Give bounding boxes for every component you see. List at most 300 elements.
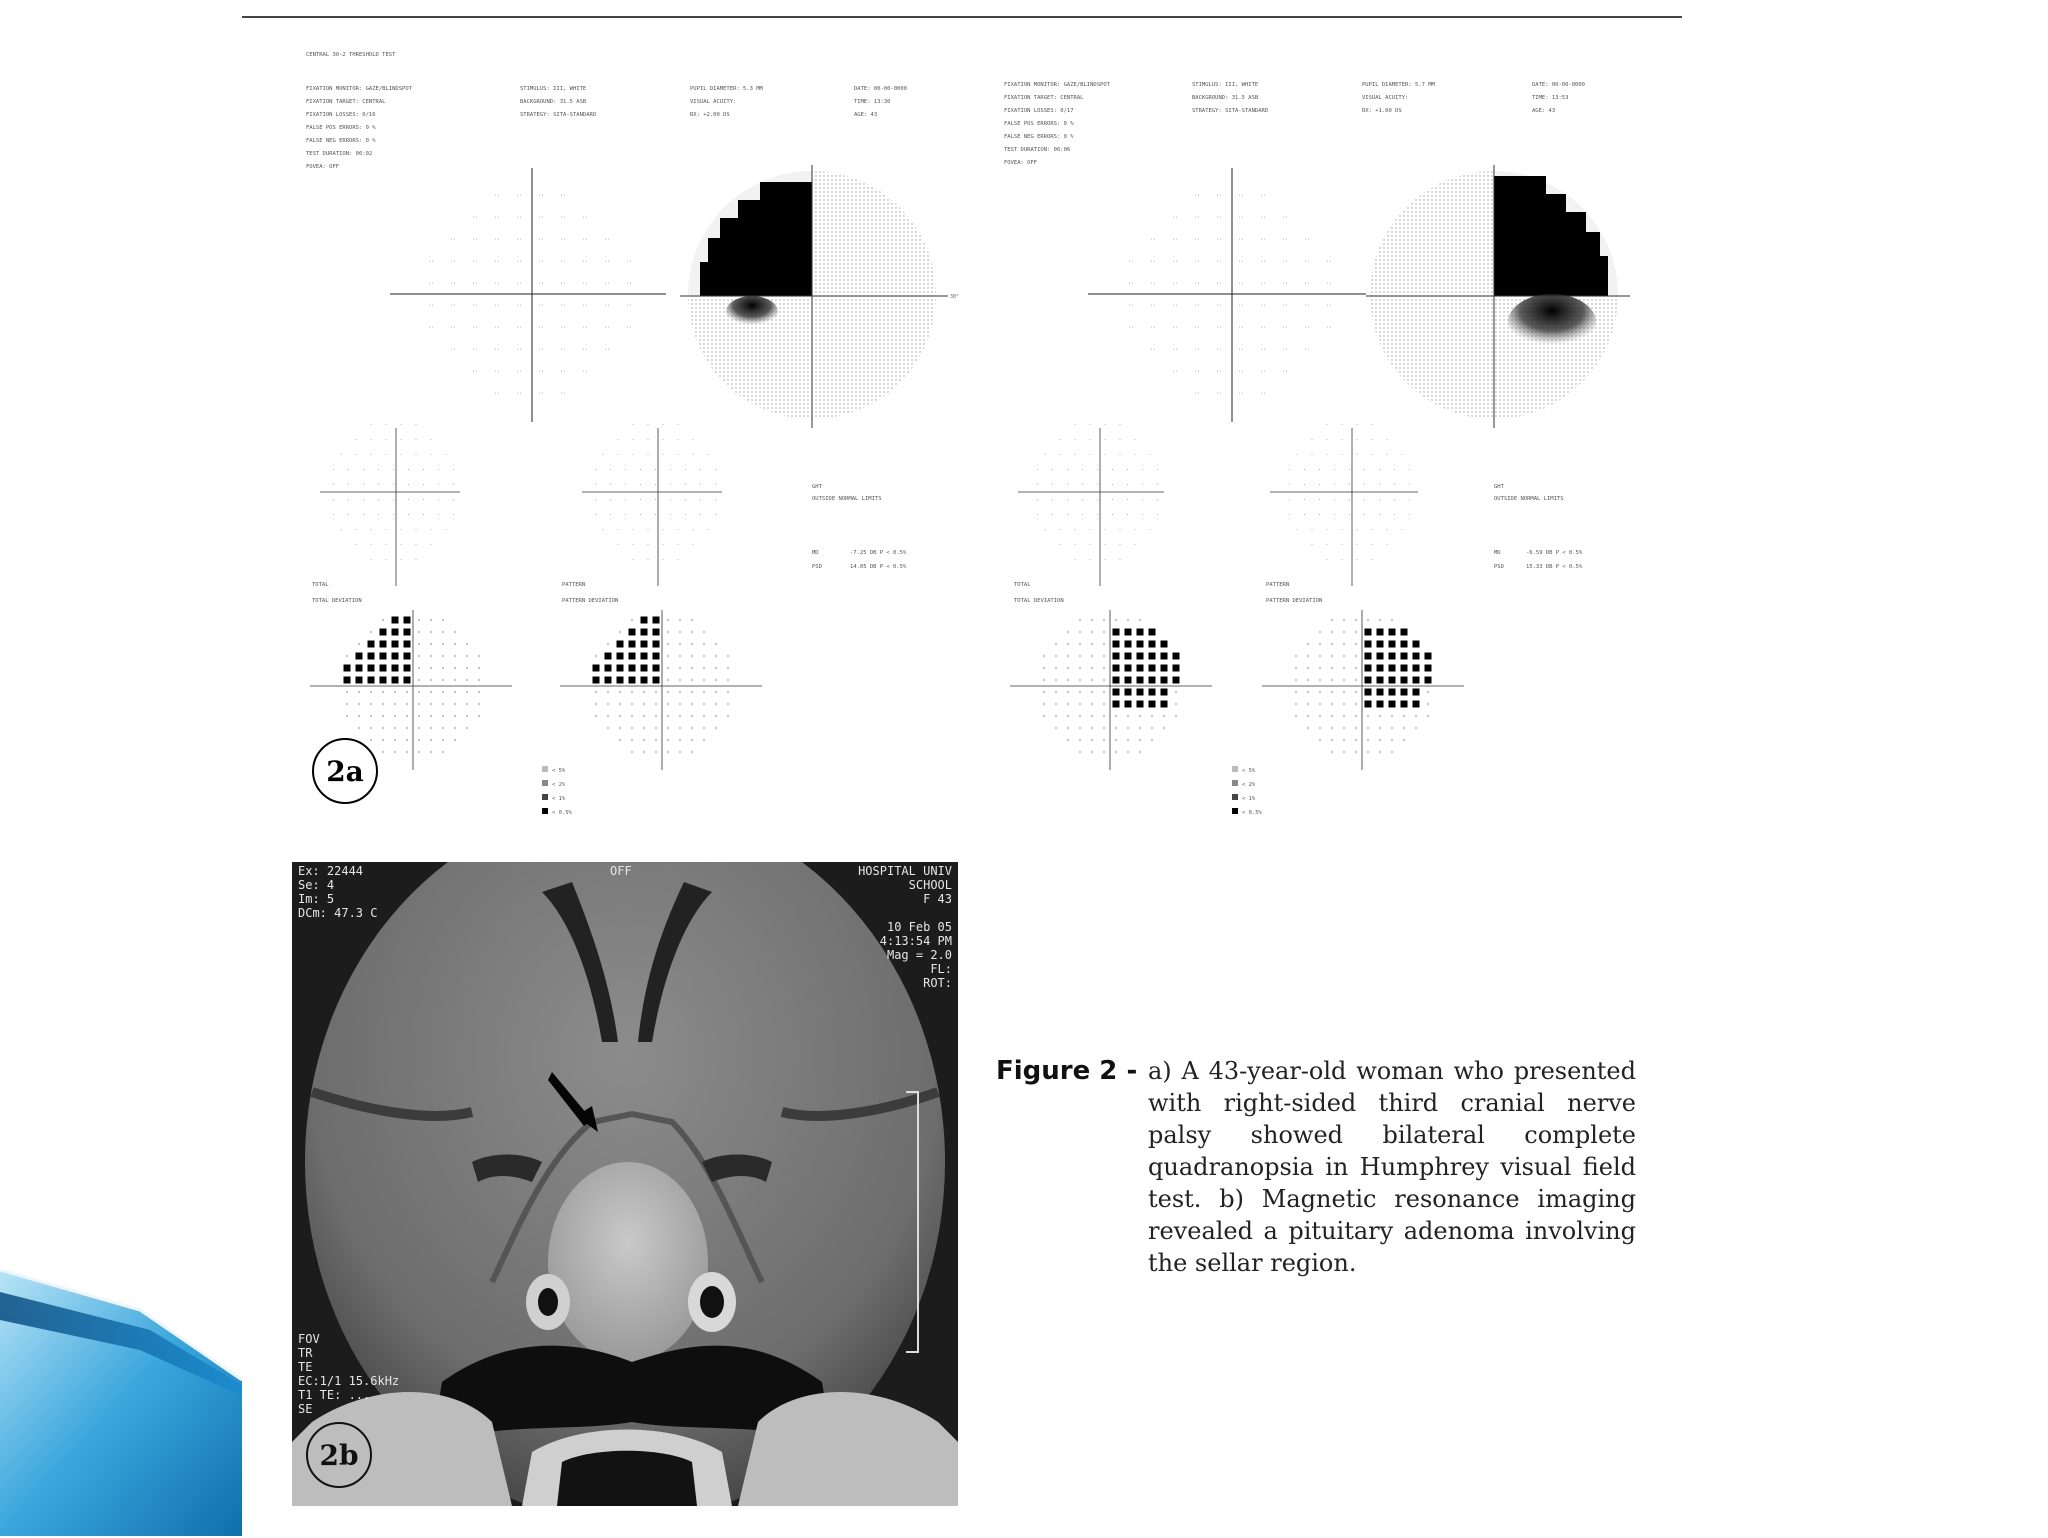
deviation-glyph: · <box>1288 512 1292 519</box>
symbol-dot <box>346 703 348 705</box>
symbol-dot <box>691 643 693 645</box>
field-value-glyph: ·· <box>1282 325 1289 331</box>
field-value-glyph: ·· <box>1172 237 1179 243</box>
symbol-black-square <box>1113 629 1120 636</box>
deviation-glyph: · <box>1348 512 1352 519</box>
deviation-glyph: · <box>1156 467 1160 474</box>
symbol-black-square <box>392 629 399 636</box>
deviation-glyph: · <box>429 542 433 549</box>
deviation-glyph: · <box>414 437 418 444</box>
deviation-glyph: · <box>1088 542 1092 549</box>
deviation-glyph: · <box>1118 437 1122 444</box>
deviation-glyph: · <box>1408 482 1412 489</box>
symbol-dot <box>454 703 456 705</box>
field-value-glyph: ·· <box>472 347 479 353</box>
right-pupil-line: PUPIL DIAMETER: 5.7 MM <box>1362 82 1435 88</box>
symbol-dot <box>631 619 633 621</box>
right-psd-label: PSD <box>1494 564 1504 570</box>
symbol-dot <box>679 655 681 657</box>
symbol-black-square <box>1113 689 1120 696</box>
field-value-glyph: ·· <box>1172 303 1179 309</box>
field-value-glyph: ·· <box>582 259 589 265</box>
deviation-glyph: · <box>347 467 351 474</box>
symbol-dot <box>619 631 621 633</box>
symbol-dot <box>655 715 657 717</box>
figure-caption <box>996 1055 1636 1279</box>
deviation-glyph: · <box>601 527 605 534</box>
field-value-glyph: ·· <box>1194 193 1201 199</box>
symbol-dot <box>595 715 597 717</box>
deviation-glyph: · <box>1333 497 1337 504</box>
symbol-black-square <box>1161 677 1168 684</box>
deviation-glyph: · <box>1043 527 1047 534</box>
symbol-dot <box>1343 619 1345 621</box>
symbol-dot <box>1391 619 1393 621</box>
legend-label: < 5% <box>1242 768 1256 774</box>
symbol-dot <box>1079 727 1081 729</box>
symbol-dot <box>430 619 432 621</box>
deviation-glyph: · <box>1370 437 1374 444</box>
deviation-glyph: · <box>354 452 358 459</box>
symbol-dot <box>715 703 717 705</box>
field-value-glyph: ·· <box>538 369 545 375</box>
field-value-glyph: ·· <box>1304 259 1311 265</box>
deviation-glyph: · <box>1156 497 1160 504</box>
symbol-black-square <box>617 665 624 672</box>
symbol-dot <box>703 727 705 729</box>
symbol-dot <box>418 643 420 645</box>
symbol-black-square <box>380 665 387 672</box>
field-value-glyph: ·· <box>604 303 611 309</box>
symbol-black-square <box>1113 641 1120 648</box>
deviation-glyph: · <box>699 497 703 504</box>
field-value-glyph: ·· <box>604 347 611 353</box>
deviation-glyph: · <box>384 422 388 429</box>
deviation-glyph: · <box>452 497 456 504</box>
symbol-dot <box>1367 619 1369 621</box>
field-value-glyph: ·· <box>604 325 611 331</box>
symbol-dot <box>442 643 444 645</box>
symbol-dot <box>1151 727 1153 729</box>
field-value-glyph: ·· <box>494 347 501 353</box>
symbol-dot <box>1103 643 1105 645</box>
symbol-black-square <box>1377 641 1384 648</box>
field-value-glyph: ·· <box>450 237 457 243</box>
symbol-black-square <box>1161 665 1168 672</box>
deviation-glyph: · <box>1036 467 1040 474</box>
left-pupil-line: RX: +2.00 DS <box>690 112 730 118</box>
deviation-glyph: · <box>392 467 396 474</box>
field-value-glyph: ·· <box>1282 237 1289 243</box>
deviation-glyph: · <box>1400 452 1404 459</box>
symbol-dot <box>1163 715 1165 717</box>
symbol-dot <box>619 715 621 717</box>
deviation-glyph: · <box>1370 452 1374 459</box>
symbol-black-square <box>1161 653 1168 660</box>
symbol-dot <box>382 751 384 753</box>
field-value-glyph: ·· <box>1194 325 1201 331</box>
deviation-glyph: · <box>676 542 680 549</box>
symbol-dot <box>1175 703 1177 705</box>
symbol-dot <box>1103 703 1105 705</box>
field-value-glyph: ·· <box>1194 347 1201 353</box>
symbol-dot <box>1043 667 1045 669</box>
symbol-dot <box>1319 691 1321 693</box>
field-value-glyph: ·· <box>494 391 501 397</box>
field-value-glyph: ·· <box>494 215 501 221</box>
symbol-dot <box>667 643 669 645</box>
symbol-black-square <box>1125 629 1132 636</box>
symbol-dot <box>691 691 693 693</box>
symbol-black-square <box>1413 701 1420 708</box>
field-value-glyph: ·· <box>582 303 589 309</box>
symbol-dot <box>1331 727 1333 729</box>
deviation-glyph: · <box>1318 482 1322 489</box>
deviation-glyph: · <box>1156 482 1160 489</box>
deviation-glyph: · <box>1073 542 1077 549</box>
deviation-glyph: · <box>384 437 388 444</box>
symbol-dot <box>1343 631 1345 633</box>
symbol-black-square <box>1401 677 1408 684</box>
deviation-glyph: · <box>1385 437 1389 444</box>
symbol-dot <box>454 631 456 633</box>
symbol-black-square <box>368 653 375 660</box>
field-value-glyph: ·· <box>516 193 523 199</box>
deviation-glyph: · <box>631 527 635 534</box>
symbol-dot <box>370 715 372 717</box>
field-value-glyph: ·· <box>1260 193 1267 199</box>
field-value-glyph: ·· <box>538 215 545 221</box>
symbol-dot <box>430 679 432 681</box>
symbol-dot <box>382 715 384 717</box>
symbol-dot <box>1319 739 1321 741</box>
deviation-glyph: · <box>1303 482 1307 489</box>
deviation-glyph: · <box>362 512 366 519</box>
left-reliability-line: TEST DURATION: 06:02 <box>306 151 373 157</box>
symbol-dot <box>703 691 705 693</box>
deviation-glyph: · <box>1066 467 1070 474</box>
symbol-black-square <box>1413 689 1420 696</box>
deviation-glyph: · <box>354 437 358 444</box>
legend-label: < 1% <box>1242 796 1256 802</box>
symbol-dot <box>1127 751 1129 753</box>
symbol-dot <box>406 739 408 741</box>
symbol-dot <box>1067 715 1069 717</box>
deviation-glyph: · <box>1333 482 1337 489</box>
left-pupil-line: PUPIL DIAMETER: 5.3 MM <box>690 86 763 92</box>
field-value-glyph: ·· <box>1238 347 1245 353</box>
deviation-glyph: · <box>392 497 396 504</box>
left-total-deviation-label: TOTAL DEVIATION <box>312 598 362 604</box>
deviation-glyph: · <box>347 497 351 504</box>
deviation-glyph: · <box>1111 467 1115 474</box>
deviation-glyph: · <box>609 512 613 519</box>
deviation-glyph: · <box>1066 482 1070 489</box>
deviation-glyph: · <box>601 452 605 459</box>
field-value-glyph: ·· <box>472 281 479 287</box>
symbol-dot <box>466 679 468 681</box>
deviation-glyph: · <box>444 527 448 534</box>
symbol-black-square <box>1413 641 1420 648</box>
field-value-glyph: ·· <box>1216 347 1223 353</box>
right-date-line: TIME: 13:53 <box>1532 95 1569 101</box>
symbol-dot <box>466 691 468 693</box>
left-md-label: MD <box>812 550 819 556</box>
left-date-line: AGE: 43 <box>854 112 878 118</box>
symbol-dot <box>691 715 693 717</box>
symbol-black-square <box>1401 641 1408 648</box>
field-value-glyph: ·· <box>428 325 435 331</box>
right-total-deviation-numbers <box>1018 423 1164 587</box>
symbol-dot <box>691 619 693 621</box>
deviation-glyph: · <box>1303 467 1307 474</box>
deviation-glyph: · <box>594 497 598 504</box>
field-value-glyph: ·· <box>494 281 501 287</box>
symbol-dot <box>442 631 444 633</box>
symbol-black-square <box>392 677 399 684</box>
symbol-dot <box>667 727 669 729</box>
legend-label: < 0.5% <box>1242 810 1262 816</box>
field-value-glyph: ·· <box>1194 237 1201 243</box>
symbol-dot <box>1355 691 1357 693</box>
symbol-dot <box>1391 739 1393 741</box>
symbol-black-square <box>1173 653 1180 660</box>
deviation-glyph: · <box>392 512 396 519</box>
symbol-dot <box>418 739 420 741</box>
symbol-dot <box>1091 667 1093 669</box>
deviation-glyph: · <box>1325 527 1329 534</box>
deviation-glyph: · <box>1096 512 1100 519</box>
field-value-glyph: ·· <box>494 369 501 375</box>
deviation-glyph: · <box>1370 422 1374 429</box>
deviation-glyph: · <box>407 467 411 474</box>
figure-2a-label: 2a <box>312 738 378 804</box>
symbol-black-square <box>404 677 411 684</box>
deviation-glyph: · <box>646 422 650 429</box>
symbol-dot <box>1307 679 1309 681</box>
symbol-dot <box>1055 667 1057 669</box>
right-total-deviation-symbols <box>1010 610 1212 770</box>
symbol-black-square <box>1365 665 1372 672</box>
field-value-glyph: ·· <box>560 237 567 243</box>
symbol-dot <box>1343 715 1345 717</box>
deviation-glyph: · <box>369 542 373 549</box>
deviation-glyph: · <box>347 512 351 519</box>
field-value-glyph: ·· <box>1260 303 1267 309</box>
deviation-glyph: · <box>362 482 366 489</box>
symbol-dot <box>715 643 717 645</box>
symbol-black-square <box>653 617 660 624</box>
symbol-dot <box>607 715 609 717</box>
field-value-glyph: ·· <box>428 259 435 265</box>
field-value-glyph: ·· <box>1194 391 1201 397</box>
left-pattern-deviation-label-1: PATTERN <box>562 582 586 588</box>
deviation-glyph: · <box>399 542 403 549</box>
symbol-dot <box>631 703 633 705</box>
symbol-black-square <box>617 641 624 648</box>
symbol-dot <box>715 667 717 669</box>
deviation-glyph: · <box>407 482 411 489</box>
symbol-dot <box>1295 679 1297 681</box>
field-value-glyph: ·· <box>450 281 457 287</box>
deviation-glyph: · <box>691 452 695 459</box>
symbol-black-square <box>1125 665 1132 672</box>
field-value-glyph: ·· <box>604 237 611 243</box>
symbol-dot <box>1331 703 1333 705</box>
deviation-glyph: · <box>1088 437 1092 444</box>
deviation-glyph: · <box>1378 512 1382 519</box>
symbol-dot <box>1091 643 1093 645</box>
symbol-dot <box>454 727 456 729</box>
left-date-line: TIME: 13:30 <box>854 99 891 105</box>
symbol-black-square <box>1149 689 1156 696</box>
symbol-dot <box>1355 727 1357 729</box>
symbol-dot <box>1079 691 1081 693</box>
symbol-black-square <box>641 617 648 624</box>
deviation-glyph: · <box>1036 512 1040 519</box>
symbol-dot <box>1055 715 1057 717</box>
field-value-glyph: ·· <box>626 281 633 287</box>
deviation-glyph: · <box>669 467 673 474</box>
symbol-black-square <box>1161 689 1168 696</box>
symbol-black-square <box>1377 653 1384 660</box>
symbol-dot <box>394 691 396 693</box>
deviation-glyph: · <box>1393 497 1397 504</box>
symbol-black-square <box>1377 701 1384 708</box>
symbol-dot <box>430 667 432 669</box>
deviation-glyph: · <box>1081 512 1085 519</box>
field-value-glyph: ·· <box>1238 281 1245 287</box>
deviation-glyph: · <box>1148 452 1152 459</box>
symbol-dot <box>394 751 396 753</box>
symbol-dot <box>691 655 693 657</box>
symbol-dot <box>1343 643 1345 645</box>
symbol-dot <box>1427 691 1429 693</box>
symbol-black-square <box>1389 629 1396 636</box>
field-value-glyph: ·· <box>1128 303 1135 309</box>
deviation-glyph: · <box>384 557 388 564</box>
symbol-dot <box>1115 751 1117 753</box>
deviation-glyph: · <box>1073 527 1077 534</box>
left-reliability-line: FIXATION TARGET: CENTRAL <box>306 99 386 105</box>
symbol-dot <box>1103 739 1105 741</box>
deviation-glyph: · <box>1081 497 1085 504</box>
svg-text:30°: 30° <box>950 294 960 300</box>
symbol-dot <box>691 739 693 741</box>
symbol-black-square <box>641 677 648 684</box>
field-value-glyph: ·· <box>1238 237 1245 243</box>
symbol-dot <box>382 727 384 729</box>
symbol-dot <box>1067 691 1069 693</box>
field-value-glyph: ·· <box>1216 259 1223 265</box>
symbol-dot <box>1127 739 1129 741</box>
symbol-dot <box>418 715 420 717</box>
symbol-dot <box>667 739 669 741</box>
symbol-dot <box>1079 679 1081 681</box>
symbol-black-square <box>404 617 411 624</box>
symbol-dot <box>418 679 420 681</box>
deviation-glyph: · <box>1051 512 1055 519</box>
symbol-dot <box>1103 667 1105 669</box>
symbol-dot <box>406 703 408 705</box>
symbol-dot <box>1319 679 1321 681</box>
field-value-glyph: ·· <box>604 259 611 265</box>
deviation-glyph: · <box>1378 467 1382 474</box>
symbol-dot <box>1079 739 1081 741</box>
symbol-black-square <box>392 665 399 672</box>
deviation-glyph: · <box>1318 497 1322 504</box>
field-value-glyph: ·· <box>1216 237 1223 243</box>
symbol-dot <box>466 643 468 645</box>
field-value-glyph: ·· <box>1150 237 1157 243</box>
symbol-dot <box>703 703 705 705</box>
symbol-dot <box>655 691 657 693</box>
field-value-glyph: ·· <box>604 281 611 287</box>
deviation-glyph: · <box>437 497 441 504</box>
deviation-glyph: · <box>1088 557 1092 564</box>
symbol-dot <box>679 727 681 729</box>
deviation-glyph: · <box>384 527 388 534</box>
symbol-dot <box>1403 739 1405 741</box>
deviation-glyph: · <box>444 452 448 459</box>
deviation-glyph: · <box>1058 437 1062 444</box>
legend-swatch <box>542 766 548 772</box>
field-value-glyph: ·· <box>1282 303 1289 309</box>
symbol-dot <box>382 691 384 693</box>
field-value-glyph: ·· <box>560 325 567 331</box>
deviation-glyph: · <box>646 452 650 459</box>
symbol-black-square <box>380 629 387 636</box>
deviation-glyph: · <box>1378 482 1382 489</box>
deviation-glyph: · <box>399 452 403 459</box>
symbol-dot <box>643 691 645 693</box>
symbol-black-square <box>1365 653 1372 660</box>
field-value-glyph: ·· <box>582 281 589 287</box>
deviation-glyph: · <box>422 482 426 489</box>
symbol-black-square <box>617 677 624 684</box>
symbol-dot <box>1139 715 1141 717</box>
symbol-dot <box>727 703 729 705</box>
deviation-glyph: · <box>414 422 418 429</box>
symbol-black-square <box>1149 653 1156 660</box>
deviation-glyph: · <box>1325 422 1329 429</box>
field-value-glyph: ·· <box>1282 281 1289 287</box>
deviation-glyph: · <box>1141 467 1145 474</box>
symbol-black-square <box>1401 629 1408 636</box>
deviation-glyph: · <box>661 437 665 444</box>
symbol-dot <box>1175 715 1177 717</box>
deviation-glyph: · <box>661 422 665 429</box>
symbol-dot <box>1379 739 1381 741</box>
left-psd-value: 14.05 DB P < 0.5% <box>850 564 907 570</box>
symbol-black-square <box>1365 689 1372 696</box>
symbol-dot <box>1403 715 1405 717</box>
symbol-dot <box>1079 667 1081 669</box>
right-probability-legend <box>1232 766 1263 816</box>
left-probability-legend <box>542 766 573 816</box>
deviation-glyph: · <box>332 512 336 519</box>
deviation-glyph: · <box>1156 512 1160 519</box>
symbol-dot <box>643 703 645 705</box>
deviation-glyph: · <box>639 482 643 489</box>
symbol-dot <box>1127 715 1129 717</box>
deviation-glyph: · <box>1370 527 1374 534</box>
deviation-glyph: · <box>1111 512 1115 519</box>
symbol-dot <box>1091 751 1093 753</box>
symbol-black-square <box>629 677 636 684</box>
symbol-dot <box>1067 655 1069 657</box>
symbol-dot <box>454 667 456 669</box>
